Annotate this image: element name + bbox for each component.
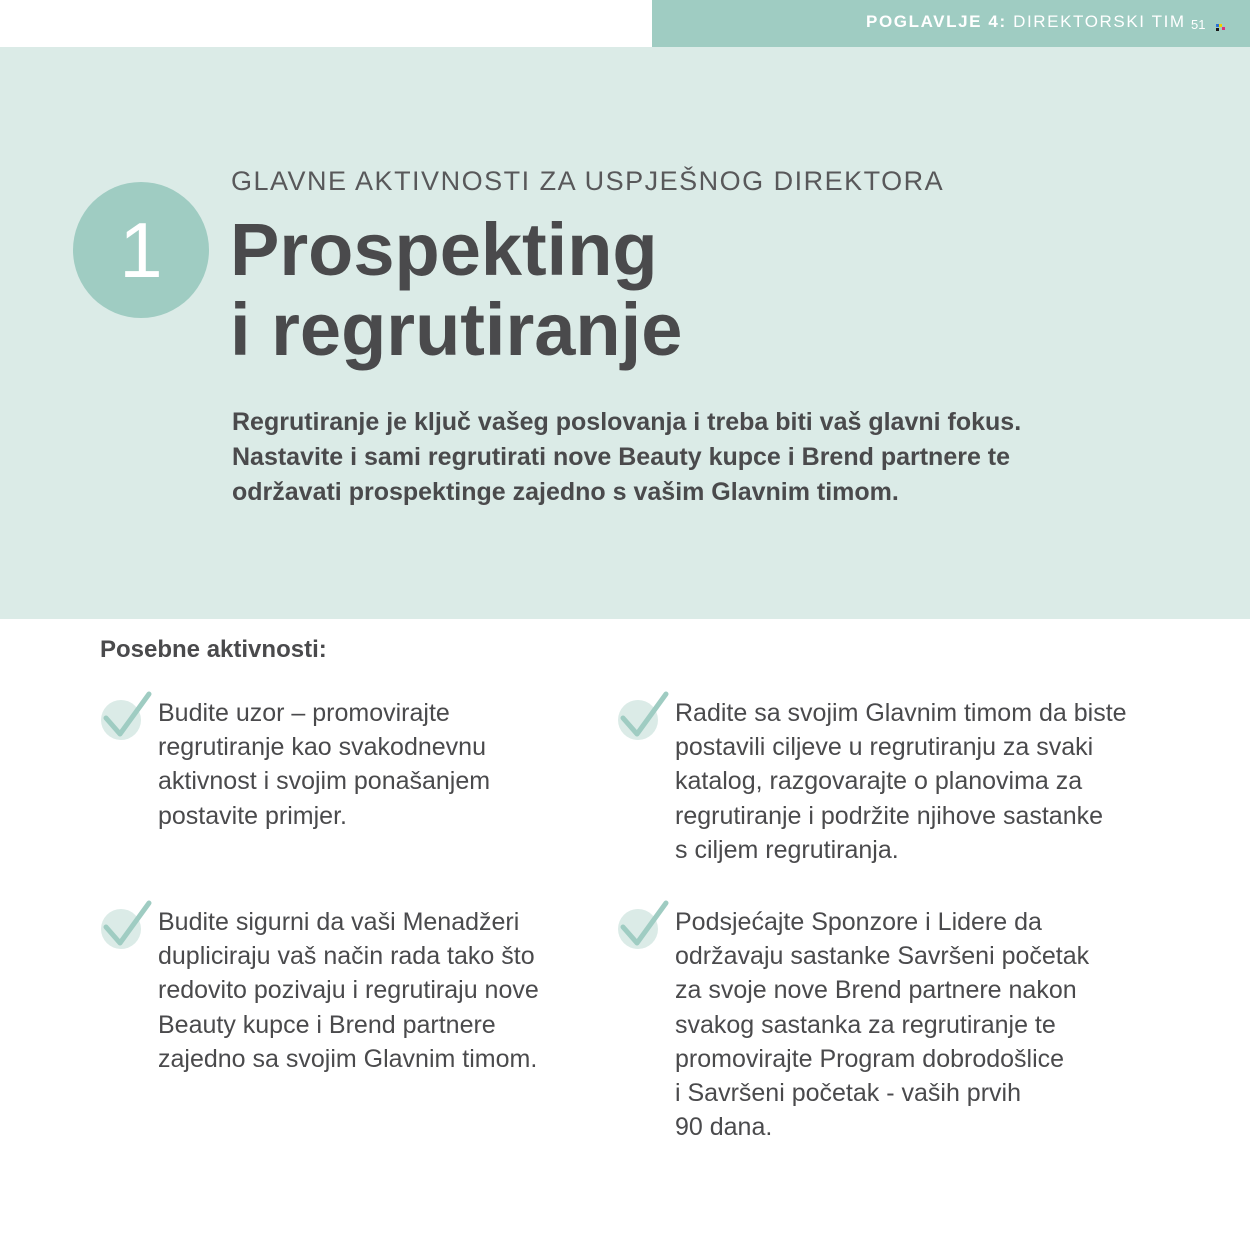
page-title <box>230 210 682 370</box>
title-line: i regrutiranje <box>230 288 683 371</box>
activity-line: redovito pozivaju i regrutiraju nove <box>158 976 539 1005</box>
activity-line: s ciljem regrutiranja. <box>675 835 899 864</box>
activity-line: aktivnost i svojim ponašanjem <box>158 767 491 796</box>
activity-text <box>158 696 598 833</box>
section-number-badge <box>73 182 209 318</box>
activity-line: za svoje nove Brend partnere nakon <box>675 976 1077 1005</box>
activity-line: regrutiranje i podržite njihove sastanke <box>675 801 1104 830</box>
activity-line: dupliciraju vaš način rada tako što <box>158 942 535 971</box>
activity-text <box>675 696 1175 867</box>
activity-line: Podsjećajte Sponzore i Lidere da <box>675 908 1042 936</box>
chapter-label: POGLAVLJE 4: <box>866 12 1007 31</box>
activity-line: Budite sigurni da vaši Menadžeri <box>158 908 520 936</box>
activity-line: Beauty kupce i Brend partnere <box>158 1010 496 1039</box>
chapter-name: DIREKTORSKI TIM <box>1013 12 1186 31</box>
activity-line: 90 dana. <box>675 1113 773 1142</box>
activity-line: Radite sa svojim Glavnim timom da biste <box>675 699 1127 727</box>
intro-line: Regrutiranje je ključ vašeg poslovanja i treba biti vaš glavni fokus. <box>232 408 1022 436</box>
check-icon <box>617 691 673 741</box>
activity-line: održavaju sastanke Savršeni početak <box>675 942 1090 971</box>
section-eyebrow: GLAVNE AKTIVNOSTI ZA USPJEŠNOG DIREKTORA <box>231 166 945 196</box>
activity-line: postavili ciljeve u regrutiranju za svaki <box>675 733 1094 762</box>
activity-line: zajedno sa svojim Glavnim timom. <box>158 1044 538 1073</box>
activity-line: Budite uzor – promovirajte <box>158 699 450 727</box>
print-registration-icon <box>1216 24 1226 32</box>
intro-paragraph <box>232 405 1132 510</box>
check-icon <box>100 900 156 950</box>
intro-line: Nastavite i sami regrutirati nove Beauty kupce i Brend partnere te <box>232 443 1011 471</box>
activity-line: promovirajte Program dobrodošlice <box>675 1044 1065 1073</box>
activity-line: regrutiranje kao svakodnevnu <box>158 733 486 762</box>
activities-heading: Posebne aktivnosti: <box>100 636 327 663</box>
activity-line: katalog, razgovarajte o planovima za <box>675 767 1083 796</box>
page-number: 51 <box>1191 17 1206 32</box>
activity-line: postavite primjer. <box>158 801 347 830</box>
activity-line: svakog sastanka za regrutiranje te <box>675 1010 1056 1039</box>
activity-line: i Savršeni početak - vaših prvih <box>675 1079 1021 1108</box>
check-icon <box>617 900 673 950</box>
check-icon <box>100 691 156 741</box>
intro-line: održavati prospektinge zajedno s vašim Glavnim timom. <box>232 478 899 506</box>
chapter-title <box>866 12 1186 32</box>
section-number: 1 <box>119 206 163 294</box>
title-line: Prospekting <box>230 208 658 291</box>
activity-text <box>675 905 1175 1144</box>
activity-text <box>158 905 598 1076</box>
